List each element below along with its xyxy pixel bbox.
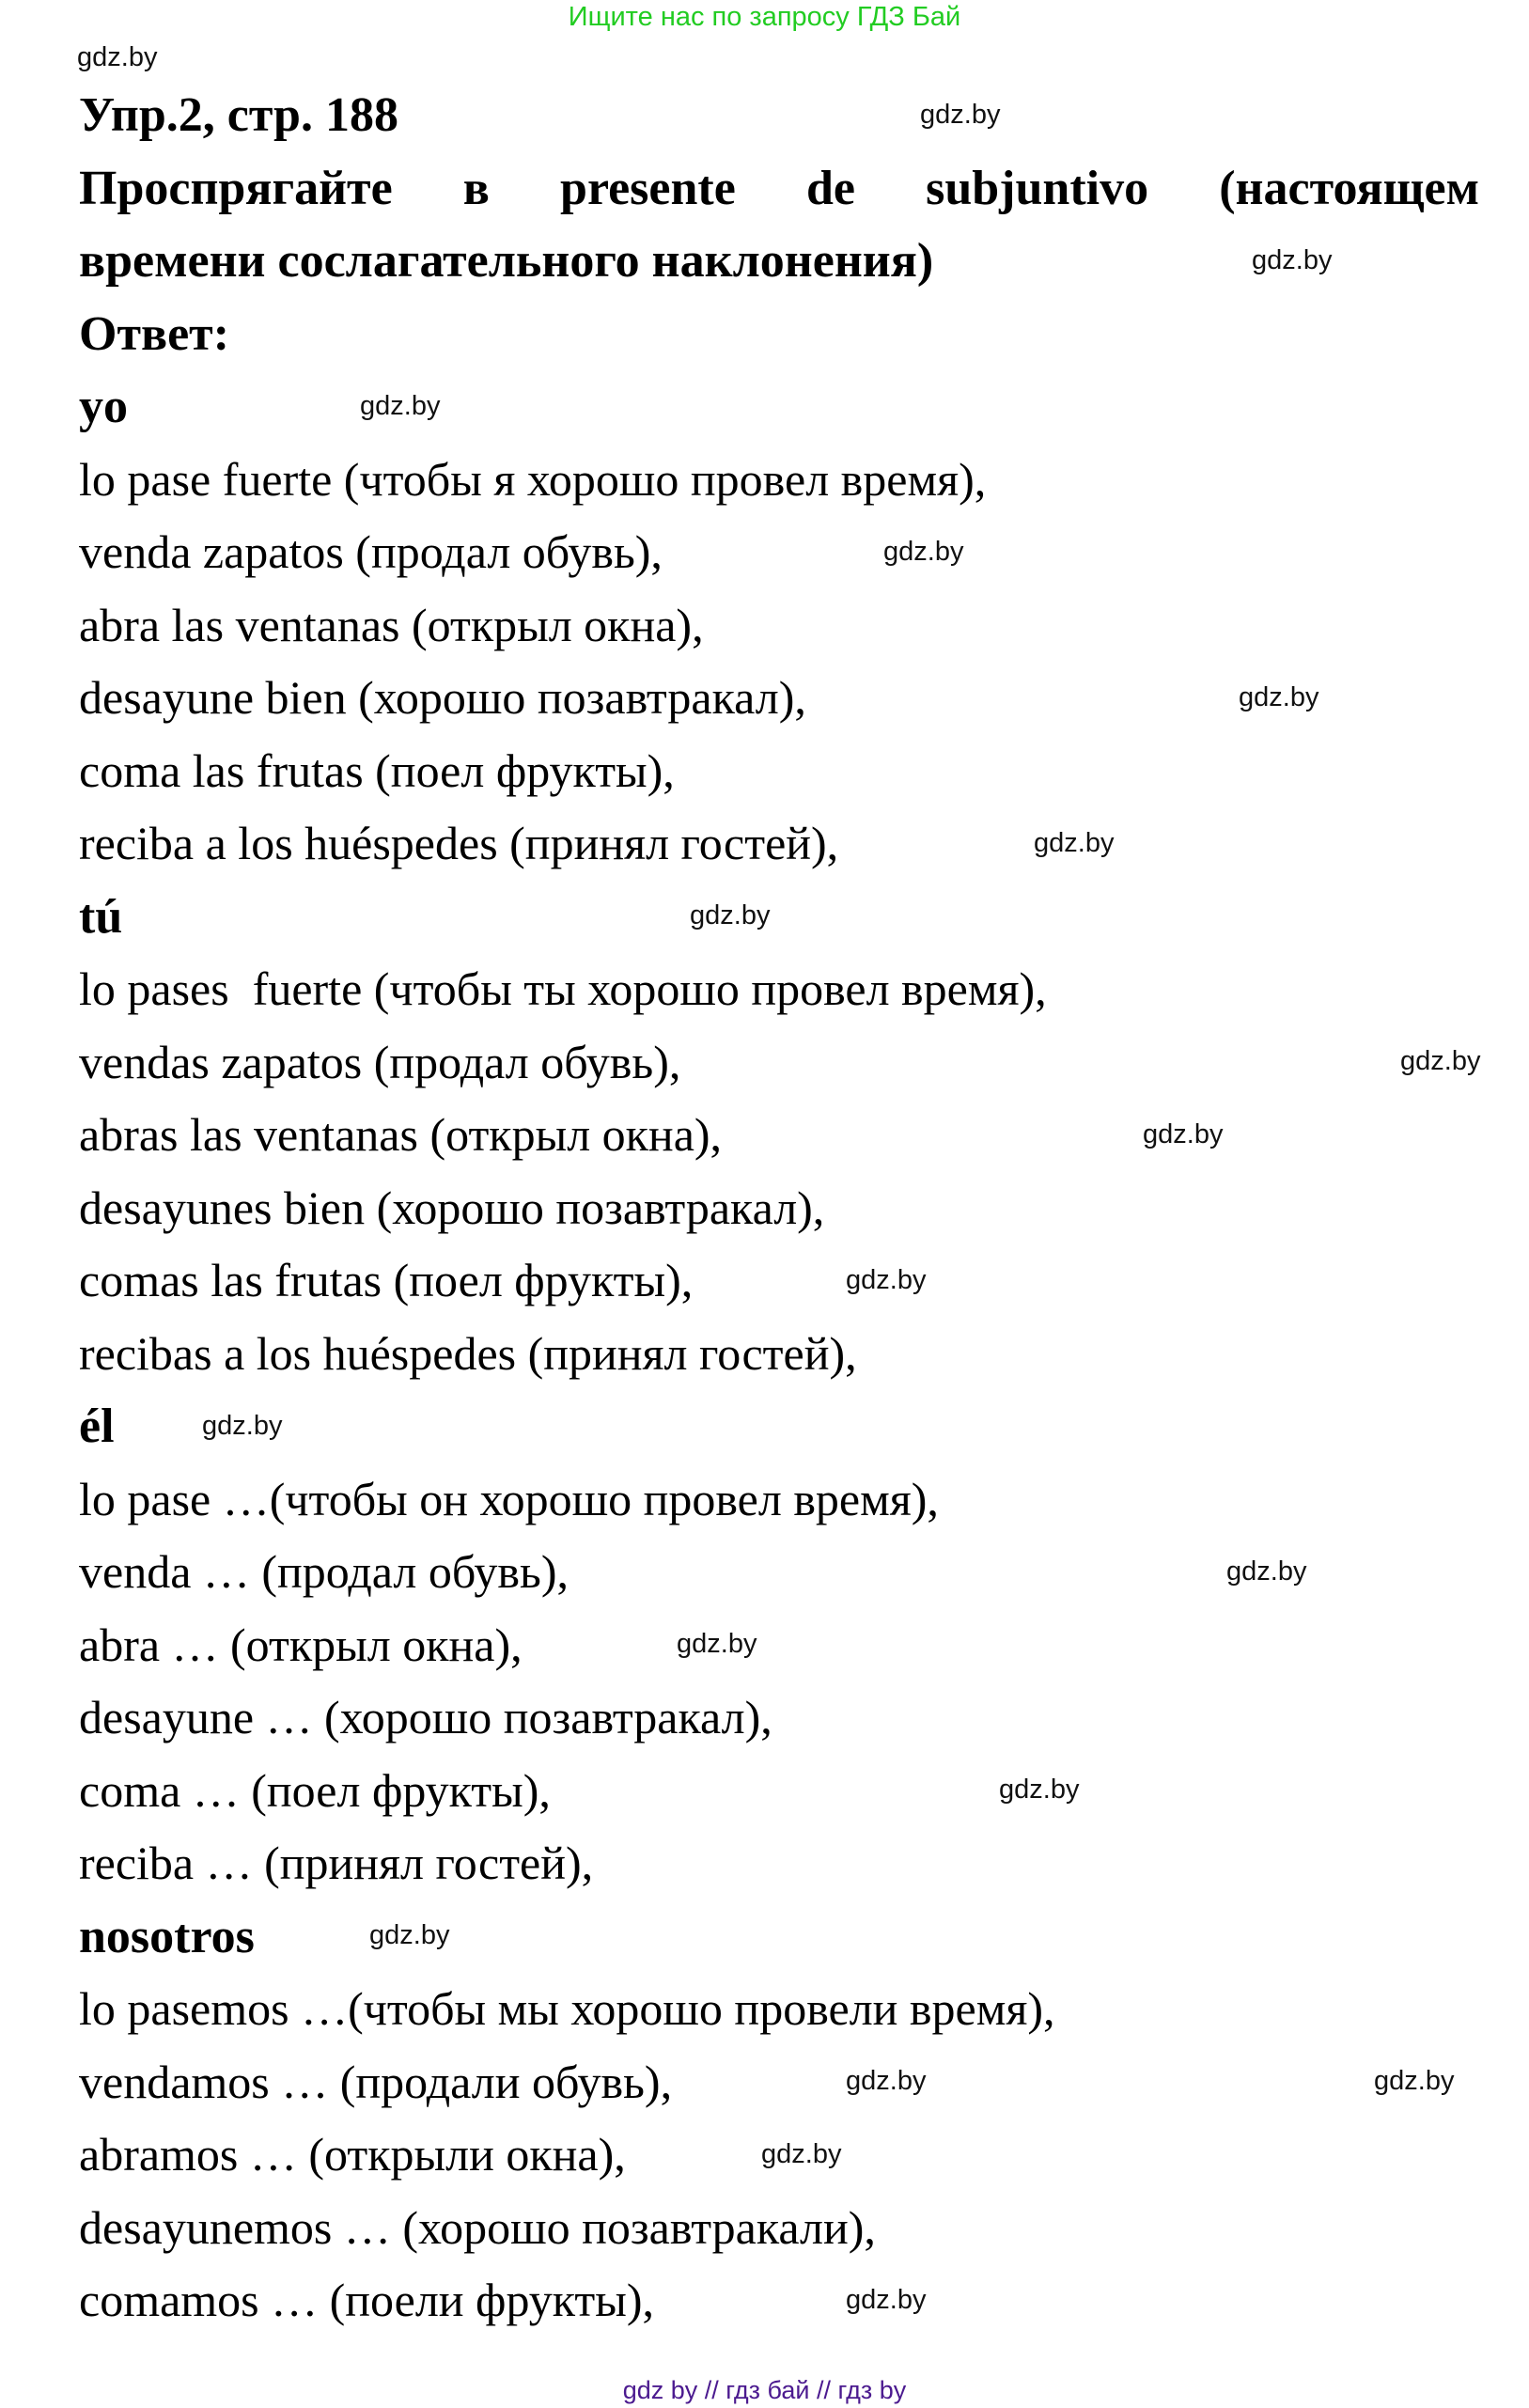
conjugation-line: vendamos … (продали обувь), xyxy=(79,2055,673,2108)
conjugation-line: desayunes bien (хорошо позавтракал), xyxy=(79,1181,825,1234)
watermark: gdz.by xyxy=(1034,828,1115,858)
conjugation-line: venda zapatos (продал обувь), xyxy=(79,525,663,578)
watermark: gdz.by xyxy=(846,2285,927,2315)
watermark: gdz.by xyxy=(690,900,771,930)
conjugation-line: abra las ventanas (открыл окна), xyxy=(79,598,704,651)
watermark: gdz.by xyxy=(202,1411,283,1441)
conjugation-line: coma las frutas (поел фрукты), xyxy=(79,743,675,797)
watermark: gdz.by xyxy=(846,2066,927,2096)
task-text-line-2: времени сослагательного наклонения) xyxy=(79,234,934,288)
watermark: gdz.by xyxy=(999,1775,1080,1805)
conjugation-line: lo pase …(чтобы он хорошо провел время), xyxy=(79,1472,939,1525)
conjugation-line: lo pases fuerte (чтобы ты хорошо провел время), xyxy=(79,962,1047,1015)
watermark: gdz.by xyxy=(920,100,1001,130)
footer-links[interactable]: gdz by // гдз бай // гдз by xyxy=(622,2376,907,2404)
conjugation-line: abramos … (открыли окна), xyxy=(79,2128,626,2181)
pronoun-heading: nosotros xyxy=(79,1909,255,1963)
watermark: gdz.by xyxy=(1374,2066,1455,2096)
conjugation-line: comas las frutas (поел фрукты), xyxy=(79,1254,694,1306)
conjugation-line: venda … (продал обувь), xyxy=(79,1545,569,1598)
task-text-line-1: Проспрягайте в presente de subjuntivo (настоящем xyxy=(79,161,1479,215)
search-banner[interactable]: Ищите нас по запросу ГДЗ Бай xyxy=(568,2,961,32)
watermark: gdz.by xyxy=(883,537,964,567)
watermark: gdz.by xyxy=(1252,245,1333,275)
pronoun-heading: él xyxy=(79,1399,115,1453)
watermark: gdz.by xyxy=(846,1265,927,1295)
pronoun-heading: yo xyxy=(79,380,128,433)
conjugation-line: reciba … (принял гостей), xyxy=(79,1837,594,1889)
document-body xyxy=(79,79,1479,2338)
watermark: gdz.by xyxy=(77,42,158,72)
conjugation-line: desayunemos … (хорошо позавтракали), xyxy=(79,2200,876,2254)
conjugation-line: abras las ventanas (открыл окна), xyxy=(79,1108,723,1161)
conjugation-line: desayune bien (хорошо позавтракал), xyxy=(79,671,806,724)
watermark: gdz.by xyxy=(761,2139,842,2169)
conjugation-line: lo pase fuerte (чтобы я хорошо провел время), xyxy=(79,452,987,506)
exercise-heading: Упр.2, стр. 188 xyxy=(79,88,398,142)
conjugation-line: reciba a los huéspedes (принял гостей), xyxy=(79,817,839,869)
watermark: gdz.by xyxy=(1143,1119,1224,1149)
watermark: gdz.by xyxy=(677,1629,757,1659)
watermark: gdz.by xyxy=(1226,1556,1307,1587)
conjugation-line: recibas a los huéspedes (принял гостей), xyxy=(79,1326,857,1380)
watermark: gdz.by xyxy=(1400,1046,1481,1076)
conjugation-line: lo pasemos …(чтобы мы хорошо провели время), xyxy=(79,1982,1055,2035)
watermark: gdz.by xyxy=(1239,682,1319,712)
pronoun-heading: tú xyxy=(79,889,123,944)
watermark: gdz.by xyxy=(369,1920,450,1950)
conjugation-line: desayune … (хорошо позавтракал), xyxy=(79,1691,772,1743)
conjugation-line: coma … (поел фрукты), xyxy=(79,1763,551,1817)
watermark: gdz.by xyxy=(360,391,441,421)
conjugation-line: abra … (открыл окна), xyxy=(79,1618,523,1671)
conjugation-line: comamos … (поели фрукты), xyxy=(79,2274,655,2326)
conjugation-line: vendas zapatos (продал обувь), xyxy=(79,1035,681,1088)
answer-label: Ответ: xyxy=(79,306,230,361)
